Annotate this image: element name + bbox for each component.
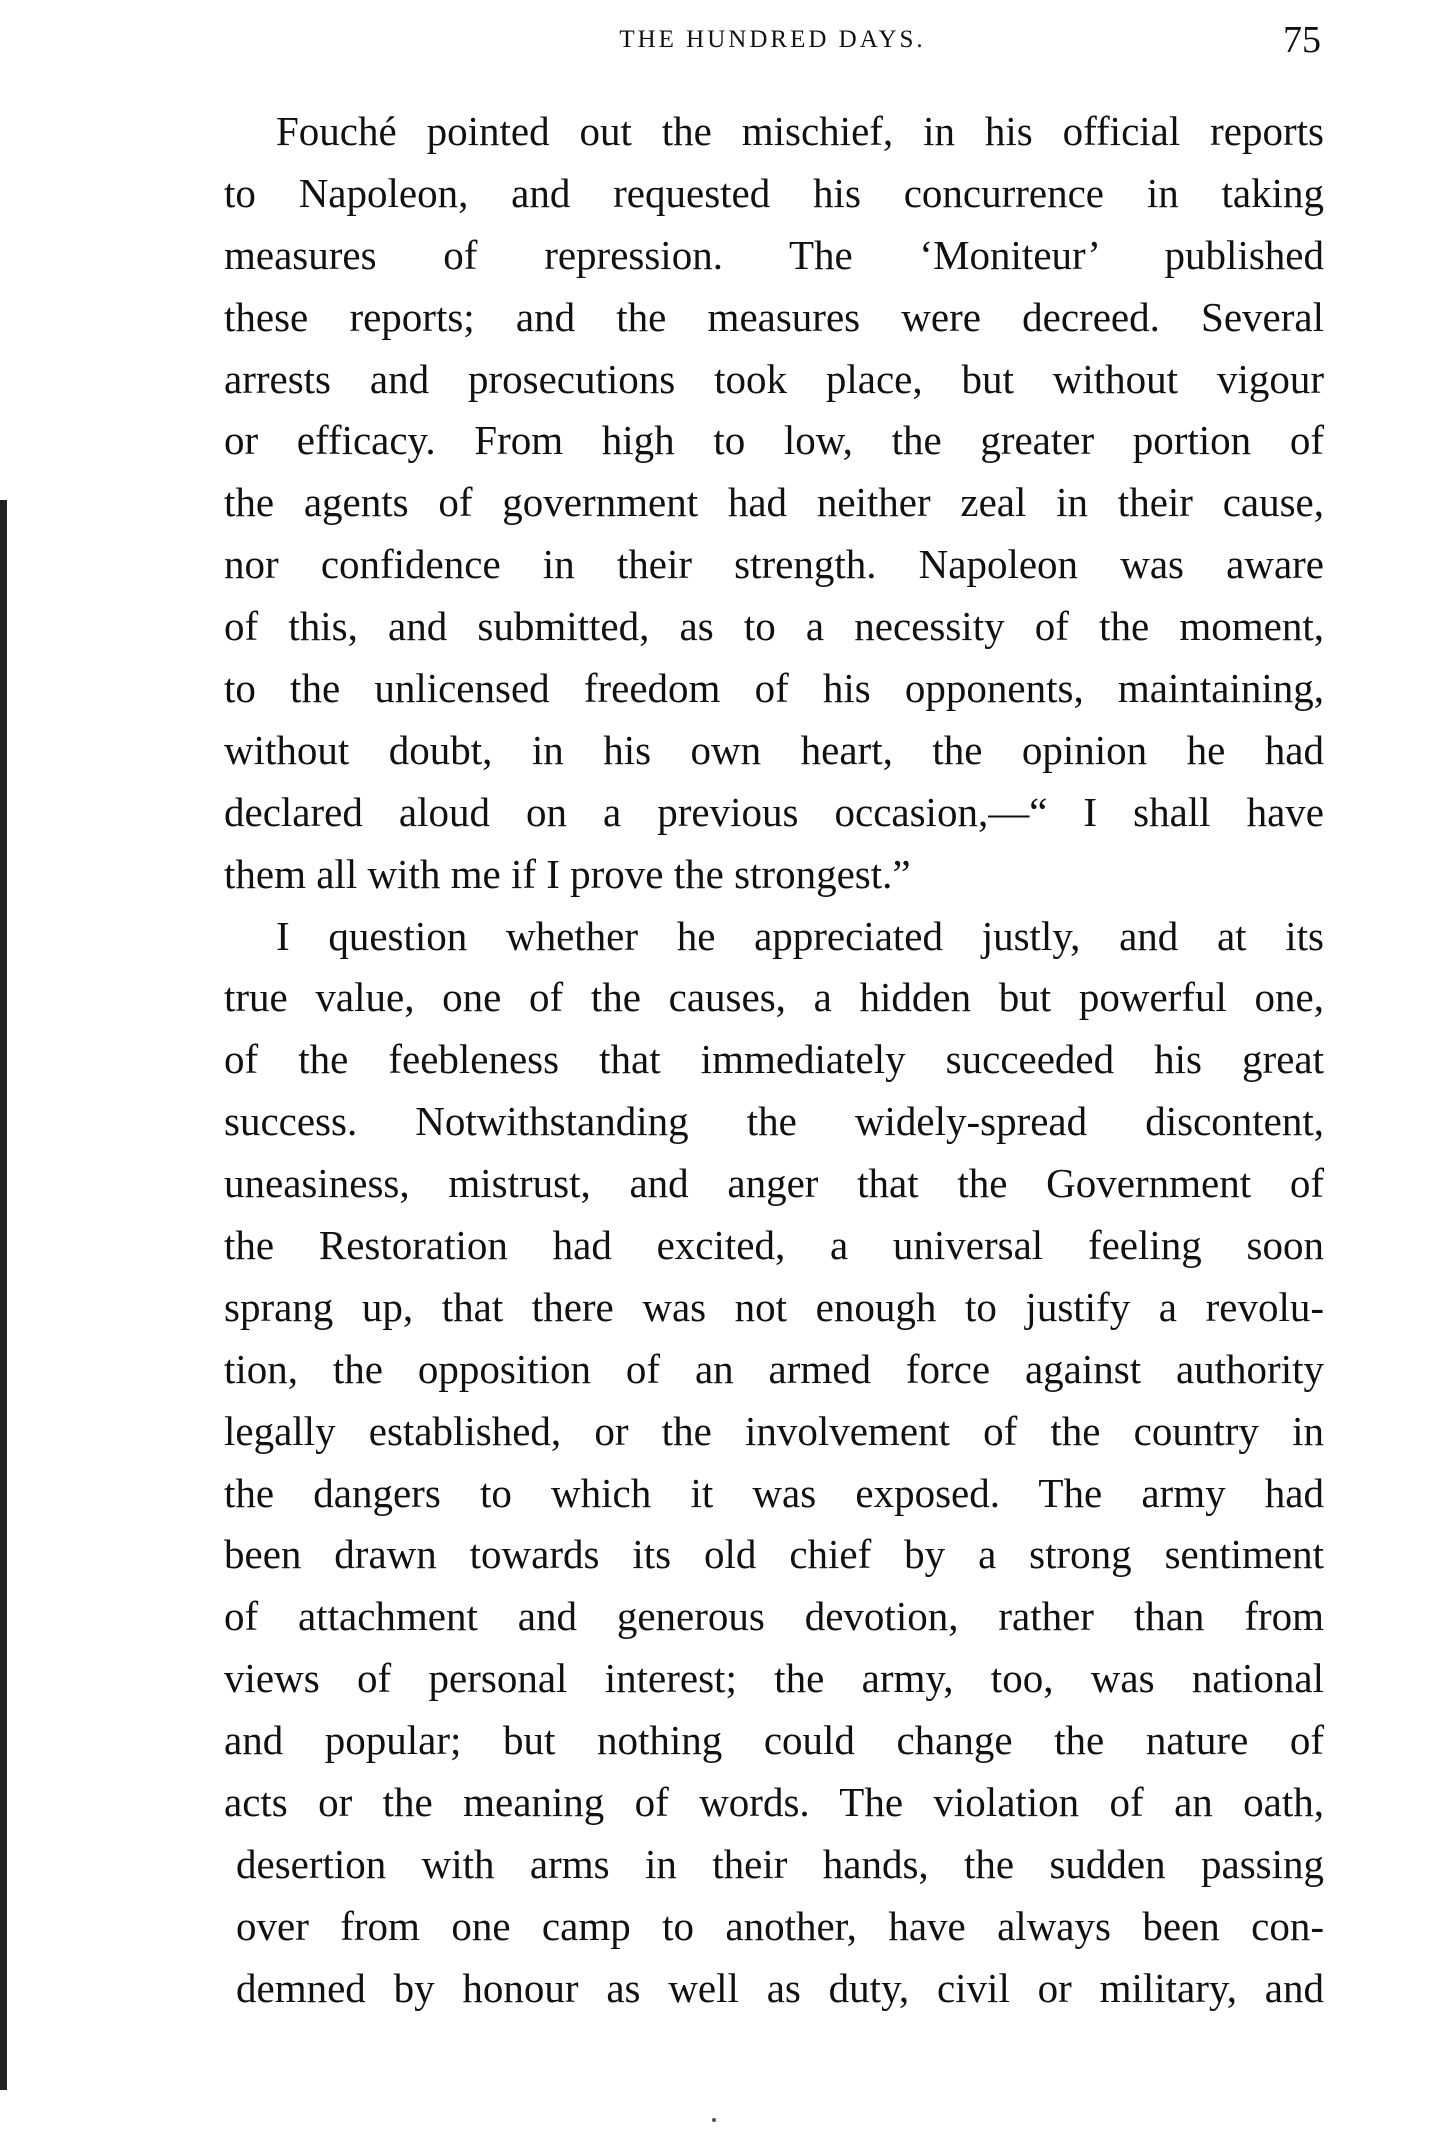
text-line: the Restoration had excited, a universal feeling soon (224, 1222, 1324, 1269)
text-line: sprang up, that there was not enough to justify a revolu- (224, 1283, 1324, 1330)
text-line: the dangers to which it was exposed. The army had (224, 1469, 1324, 1516)
text-line: uneasiness, mistrust, and anger that the Government of (224, 1160, 1324, 1207)
text-line: legally established, or the involvement of the country in (224, 1407, 1324, 1454)
running-title: THE HUNDRED DAYS. (619, 26, 926, 53)
text-line: demned by honour as well as duty, civil or military, and (236, 1964, 1324, 2011)
text-line: true value, one of the causes, a hidden but powerful one, (224, 974, 1324, 1021)
page-binding-edge (0, 500, 7, 2090)
text-line: success. Notwithstanding the widely-spread discontent, (224, 1098, 1324, 1145)
paragraph (224, 101, 1324, 906)
text-line: to the unlicensed freedom of his opponents, maintaining, (224, 665, 1324, 712)
text-line: nor confidence in their strength. Napoleon was aware (224, 541, 1324, 588)
text-line: without doubt, in his own heart, the opinion he had (224, 726, 1324, 773)
body-text (224, 101, 1324, 2020)
text-line: tion, the opposition of an armed force against authority (224, 1345, 1324, 1392)
text-line: Fouché pointed out the mischief, in his official reports (276, 108, 1324, 154)
text-line: to Napoleon, and requested his concurrence in taking (224, 169, 1324, 216)
text-line: been drawn towards its old chief by a strong sentiment (224, 1531, 1324, 1578)
text-line: over from one camp to another, have always been con- (236, 1902, 1324, 1949)
page-number: 75 (1283, 19, 1321, 61)
scan-speck (712, 2118, 716, 2122)
text-line: declared aloud on a previous occasion,—“ I shall have (224, 788, 1324, 835)
text-line: arrests and prosecutions took place, but without vigour (224, 355, 1324, 402)
text-line: I question whether he appreciated justly, and at its (276, 912, 1324, 959)
page-header (224, 18, 1321, 61)
text-line: of the feebleness that immediately succeeded his great (224, 1036, 1324, 1083)
text-line: acts or the meaning of words. The violation of an oath, (224, 1779, 1324, 1826)
text-line: of this, and submitted, as to a necessity of the moment, (224, 603, 1324, 650)
text-line: desertion with arms in their hands, the sudden passing (236, 1840, 1324, 1887)
text-line: these reports; and the measures were decreed. Several (224, 293, 1324, 340)
text-line: them all with me if I prove the strongest.” (224, 850, 911, 897)
text-line: of attachment and generous devotion, rather than from (224, 1593, 1324, 1640)
text-line: and popular; but nothing could change the nature of (224, 1717, 1324, 1764)
text-line: the agents of government had neither zeal in their cause, (224, 479, 1324, 526)
paragraph (224, 906, 1324, 2020)
text-line: or efficacy. From high to low, the greater portion of (224, 417, 1324, 464)
text-line: views of personal interest; the army, too, was national (224, 1655, 1324, 1702)
text-line: measures of repression. The ‘Moniteur’ published (224, 231, 1324, 278)
